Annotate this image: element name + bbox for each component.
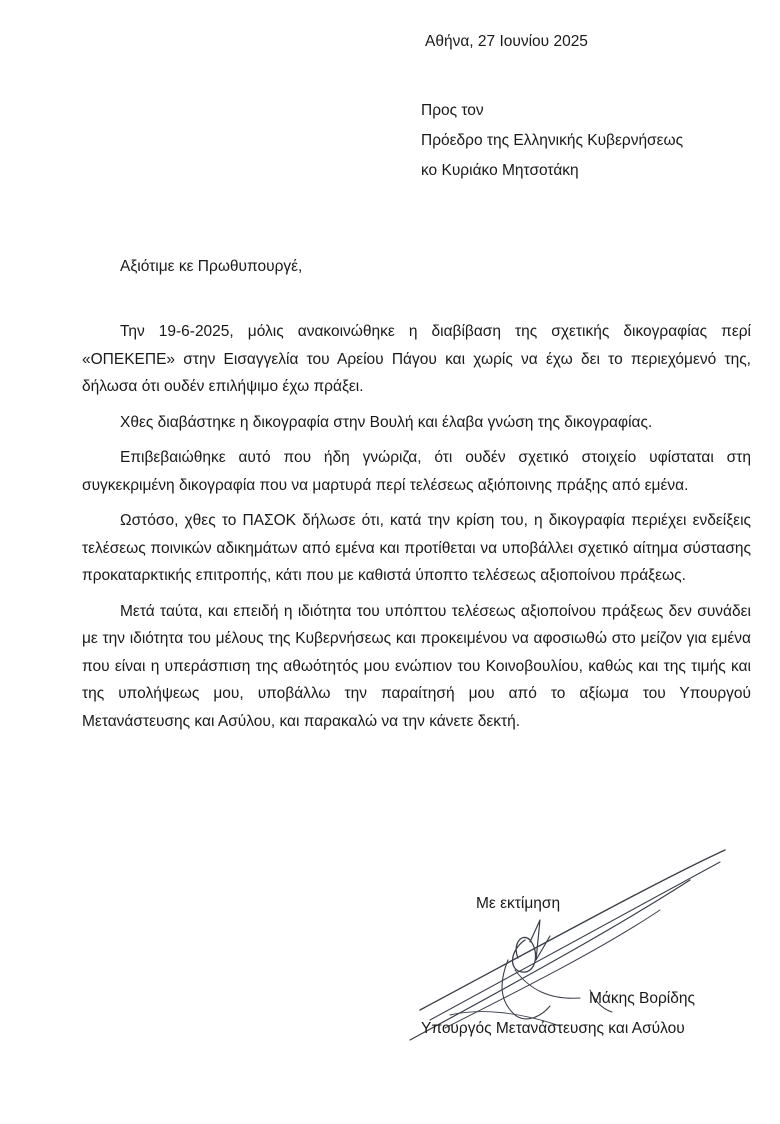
recipient-block bbox=[421, 96, 683, 186]
recipient-line-1: Προς τον bbox=[421, 102, 484, 119]
signer-title: Υπουργός Μετανάστευσης και Ασύλου bbox=[421, 1020, 685, 1037]
handwritten-signature bbox=[390, 840, 740, 1050]
signer-name: Μάκης Βορίδης bbox=[589, 990, 695, 1007]
paragraph-5: Μετά ταύτα, και επειδή η ιδιότητα του υπόπτου τελέσεως αξιοποίνου πράξεως δεν συνάδει με την ιδιότητα του μέλους της Κυβερνήσεως και προκειμένου να αφοσιωθώ στο μείζον για εμένα που είναι η υπεράσπιση της αθωότητός μου ενώπιον του Κοινοβουλίου, καθώς και της τιμής και της υπολήψεως μου, υποβάλλω την παραίτησή μου από το αξίωμα του Υπουργού Μετανάστευσης και Ασύλου, και παρακαλώ να την κάνετε δεκτή. bbox=[82, 602, 751, 730]
letter-body bbox=[82, 318, 751, 743]
recipient-line-3: κο Κυριάκο Μητσοτάκη bbox=[421, 162, 579, 179]
closing: Με εκτίμηση bbox=[476, 895, 561, 912]
recipient-line-2: Πρόεδρο της Ελληνικής Κυβερνήσεως bbox=[421, 132, 684, 149]
salutation: Αξιότιμε κε Πρωθυπουργέ, bbox=[120, 258, 303, 275]
paragraph-3: Επιβεβαιώθηκε αυτό που ήδη γνώριζα, ότι ουδέν σχετικό στοιχείο υφίσταται στη συγκεκριμένη δικογραφία που να μαρτυρά περί τελέσεως αξιόποινης πράξης από εμένα. bbox=[82, 449, 751, 494]
paragraph-4: Ωστόσο, χθες το ΠΑΣΟΚ δήλωσε ότι, κατά την κρίση του, η δικογραφία περιέχει ενδείξεις τελέσεως ποινικών αδικημάτων από εμένα και προτίθεται να υποβάλλει σχετικό αίτημα σύστασης προκαταρκτικής επιτροπής, κάτι που με καθιστά ύποπτο τελέσεως αξιοποίνου πράξεως. bbox=[82, 512, 751, 584]
date-line: Αθήνα, 27 Ιουνίου 2025 bbox=[425, 33, 588, 50]
paragraph-1: Την 19-6-2025, μόλις ανακοινώθηκε η διαβίβαση της σχετικής δικογραφίας περί «ΟΠΕΚΕΠΕ» στην Εισαγγελία του Αρείου Πάγου και χωρίς να έχω δει το περιεχόμενό της, δήλωσα ότι ουδέν επιλήψιμο έχω πράξει. bbox=[82, 323, 751, 395]
paragraph-2: Χθες διαβάστηκε η δικογραφία στην Βουλή και έλαβα γνώση της δικογραφίας. bbox=[120, 413, 653, 431]
